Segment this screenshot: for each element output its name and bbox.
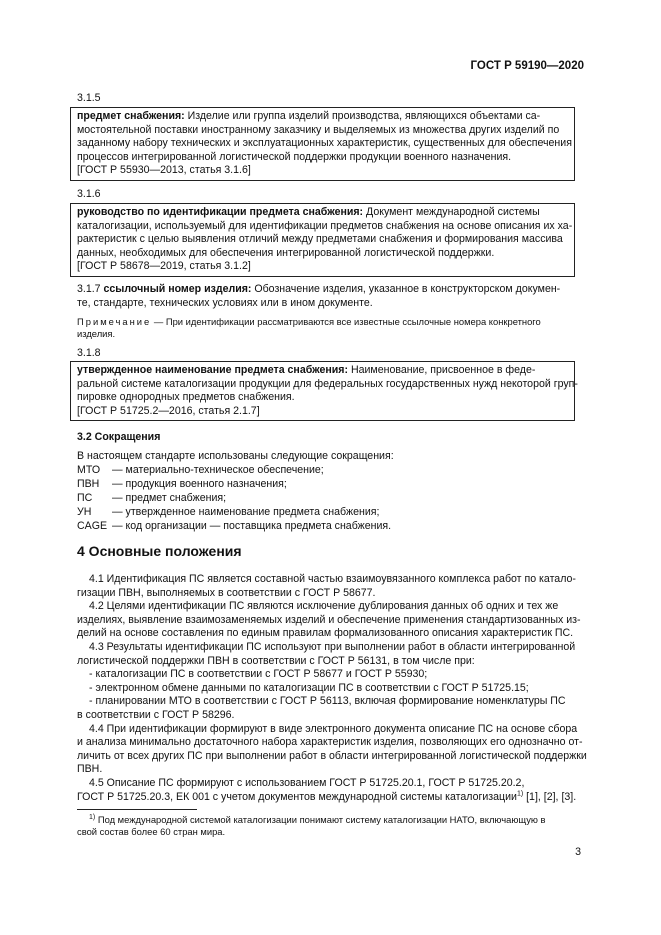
footnote-ref: 1) bbox=[516, 789, 524, 797]
body-line: 4.4 При идентификации формируют в виде электронного документа описание ПС на основе сбора bbox=[89, 722, 578, 735]
term-text-line: рактеристик с целью выявления отличий между предметами снабжения и формирования массива bbox=[77, 233, 563, 246]
abbr-row bbox=[77, 506, 379, 520]
body-line: 4.3 Результаты идентификации ПС используют при выполнении работ в области интегрированной bbox=[89, 640, 576, 653]
section-4-body bbox=[77, 573, 587, 804]
term-text-line: пировке однородных предметов снабжения. bbox=[77, 391, 295, 404]
abbr-key: ПВН bbox=[77, 478, 100, 490]
abbr-intro: В настоящем стандарте использованы следующие сокращения: bbox=[77, 450, 394, 462]
body-line: изделиях, выявление взаимозаменяемых изделий и обеспечение применения стандартизованных из- bbox=[77, 613, 581, 626]
body-line: - каталогизации ПС в соответствии с ГОСТ Р 58677 и ГОСТ Р 55930; bbox=[89, 668, 428, 681]
abbr-row bbox=[77, 520, 391, 534]
footnote-text: свой состав более 60 стран мира. bbox=[77, 826, 226, 838]
term-text-line: Наименование, присвоенное в феде- bbox=[348, 364, 536, 376]
body-line: - планировании МТО в соответствии с ГОСТ Р 56113, включая формирование номенклатуры ПС bbox=[89, 695, 566, 708]
abbr-text: — продукция военного назначения; bbox=[112, 478, 287, 490]
term-text-line: каталогизации, используемый для идентификации предметов снабжения на основе описания их ха- bbox=[77, 219, 573, 232]
note-text: изделия. bbox=[77, 328, 116, 339]
term-title: ссылочный номер изделия: bbox=[103, 283, 252, 295]
term-title: предмет снабжения: bbox=[77, 110, 185, 122]
body-line: 4.5 Описание ПС формируют с использованием ГОСТ Р 51725.20.1, ГОСТ Р 51725.20.2, bbox=[89, 776, 525, 789]
body-line-tail: [1], [2], [3]. bbox=[523, 790, 577, 803]
term-text-line: Документ международной системы bbox=[363, 206, 540, 218]
body-line: и анализа минимально достаточного набора характеристик изделия, позволяющих его однозначно от- bbox=[77, 736, 583, 749]
term-source: [ГОСТ Р 51725.2—2016, статья 2.1.7] bbox=[77, 404, 260, 417]
footnote-divider bbox=[77, 809, 197, 810]
document-code: ГОСТ Р 59190—2020 bbox=[470, 60, 584, 72]
abbr-key: CAGE bbox=[77, 520, 108, 532]
term-box-3-1-6 bbox=[70, 203, 575, 277]
body-line: 4.2 Целями идентификации ПС являются исключение дублирования данных об одних и тех же bbox=[89, 600, 559, 613]
body-line: личить от всех других ПС при выполнении работ в области интегрированной логистической поддержки bbox=[77, 749, 587, 762]
term-box-3-1-5 bbox=[70, 107, 575, 181]
note-text: — При идентификации рассматриваются все известные ссылочные номера конкретного bbox=[151, 316, 541, 327]
footnote bbox=[77, 814, 577, 839]
body-line: в соответствии с ГОСТ Р 58296. bbox=[77, 708, 235, 721]
term-text-line: ральной системе каталогизации продукции для федеральных государственных нужд некоторой груп- bbox=[77, 377, 578, 390]
page-number: 3 bbox=[575, 846, 581, 858]
abbr-key: МТО bbox=[77, 464, 101, 476]
abbr-text: — предмет снабжения; bbox=[112, 492, 227, 504]
term-box-3-1-8 bbox=[70, 361, 578, 421]
term-title: руководство по идентификации предмета снабжения: bbox=[77, 206, 364, 218]
section-title-4: 4 Основные положения bbox=[77, 543, 242, 559]
term-title: утвержденное наименование предмета снабжения: bbox=[77, 364, 349, 376]
term-number-3-1-8: 3.1.8 bbox=[77, 347, 101, 359]
term-source: [ГОСТ Р 55930—2013, статья 3.1.6] bbox=[77, 164, 251, 177]
abbr-text: — код организации — поставщика предмета снабжения. bbox=[112, 520, 392, 532]
abbr-text: — материально-техническое обеспечение; bbox=[112, 464, 324, 476]
term-number-3-1-7: 3.1.7 bbox=[77, 283, 101, 295]
body-line: логистической поддержки ПВН в соответствии с ГОСТ Р 56131, в том числе при: bbox=[77, 654, 475, 667]
term-text-line: процессов интегрированной логистической поддержки продукции военного назначения. bbox=[77, 150, 512, 163]
term-text-line: Обозначение изделия, указанное в конструкторском докумен- bbox=[251, 283, 561, 295]
term-number-3-1-6: 3.1.6 bbox=[77, 188, 101, 200]
body-line-text: ГОСТ Р 51725.20.3, ЕК 001 с учетом документов международной системы каталогизации bbox=[77, 790, 517, 803]
term-number-3-1-5: 3.1.5 bbox=[77, 92, 101, 104]
abbr-key: ПС bbox=[77, 492, 93, 504]
abbr-row bbox=[77, 478, 287, 492]
term-text-line: те, стандарте, технических условиях или в ином документе. bbox=[77, 297, 373, 309]
note-label: Примечание bbox=[77, 316, 152, 327]
abbr-key: УН bbox=[77, 506, 92, 518]
body-line: ПВН. bbox=[77, 763, 103, 776]
term-source: [ГОСТ Р 58678—2019, статья 3.1.2] bbox=[77, 260, 251, 273]
abbr-row bbox=[77, 492, 226, 506]
abbr-text: — утвержденное наименование предмета снабжения; bbox=[112, 506, 380, 518]
term-text-line: Изделие или группа изделий производства, являющихся объектами са- bbox=[184, 110, 541, 122]
term-text-line: мостоятельной поставки иностранному заказчику и выделяемых из множества других изделий по bbox=[77, 123, 560, 136]
term-text-line: данных, необходимых для обеспечения интегрированной логистической поддержки. bbox=[77, 246, 495, 259]
body-line: делий на основе составления по единым правилам формализованного описания характеристик ПС. bbox=[77, 627, 574, 640]
term-text-line: заданному набору технических и эксплуатационных характеристик, существенных для обеспечения bbox=[77, 137, 572, 150]
abbr-row bbox=[77, 464, 324, 478]
body-line: 4.1 Идентификация ПС является составной частью взаимоувязанного комплекса работ по катало- bbox=[89, 573, 576, 585]
term-3-1-7 bbox=[77, 283, 574, 297]
note bbox=[77, 316, 574, 328]
footnote-mark: 1) bbox=[89, 813, 96, 821]
section-title-3-2: 3.2 Сокращения bbox=[77, 431, 161, 443]
footnote-text: Под международной системой каталогизации понимают систему каталогизации НАТО, включающую в bbox=[95, 814, 546, 825]
body-line: гизации ПВН, выполняемых в соответствии с ГОСТ Р 58677. bbox=[77, 586, 376, 599]
body-line: - электронном обмене данными по каталогизации ПС в соответствии с ГОСТ Р 51725.15; bbox=[89, 681, 529, 694]
body-line bbox=[77, 791, 577, 805]
